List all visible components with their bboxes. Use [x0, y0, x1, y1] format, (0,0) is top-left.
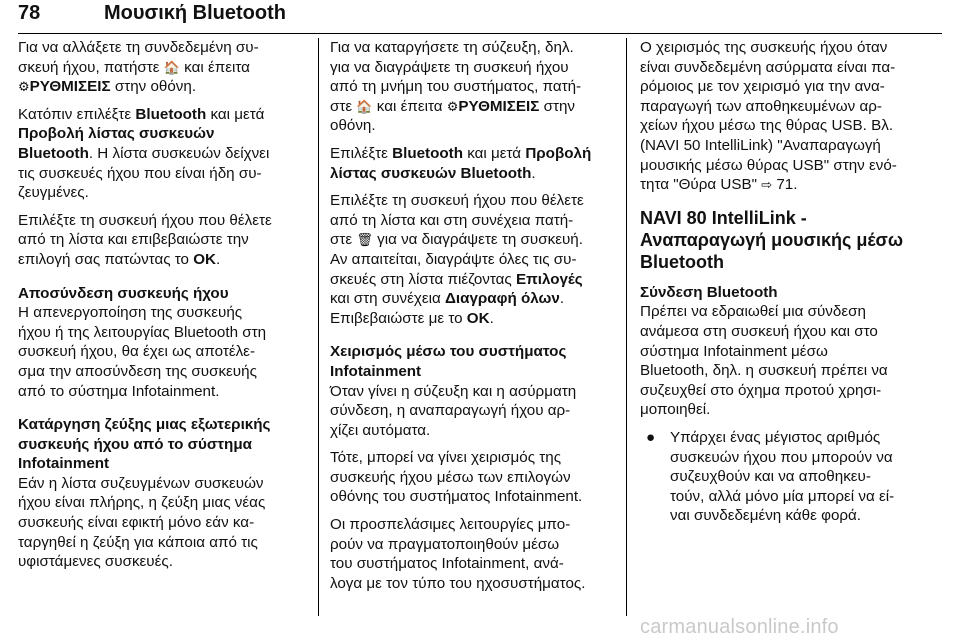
- section-heading: Χειρισμός μέσω του συστήματος Infotainment: [330, 343, 567, 380]
- device-list-label: Προβολή λίστας συσκευών Bluetooth: [18, 125, 215, 162]
- gear-icon: ⚙: [446, 98, 459, 114]
- page-title: Μουσική Bluetooth: [104, 2, 286, 24]
- paragraph: Η απενεργοποίηση της συσκευής ήχου ή της λειτουργίας Bluetooth στη συσκευή ήχου, θα έχει ως αποτέλε- σμα την αποσύνδεση της συσκευής από το σύστημα Infotainment.: [18, 304, 267, 400]
- page-reference[interactable]: 71: [776, 176, 794, 194]
- paragraph: Επιλέξτε Bluetooth και μετά Προβολή λίστας συσκευών Bluetooth.: [330, 144, 592, 182]
- section-title: NAVI 80 IntelliLink - Αναπαραγωγή μουσικής μέσω Bluetooth: [640, 207, 904, 272]
- paragraph: Τότε, μπορεί να γίνει χειρισμός της συσκευής ήχου μέσω των επιλογών οθόνης του συστήματος Infotainment.: [330, 449, 583, 506]
- bullet-icon: ●: [646, 428, 656, 446]
- bluetooth-label: Bluetooth: [392, 144, 463, 162]
- delete-all-label: Διαγραφή όλων: [444, 290, 560, 308]
- column-divider: [318, 38, 319, 616]
- column-3: [640, 38, 942, 534]
- paragraph: Πρέπει να εδραιωθεί μια σύνδεση ανάμεσα στη συσκευή ήχου και στο σύστημα Infotainment μέσω Bluetooth, δηλ. η συσκευή πρέπει να συζευχθεί στο όχημα προτού χρησι- μοποιηθεί.: [640, 303, 888, 419]
- watermark: carmanualsonline.info: [640, 616, 839, 638]
- section-heading: Αποσύνδεση συσκευής ήχου: [18, 284, 229, 302]
- arrow-right-icon: ⇨: [761, 177, 773, 193]
- paragraph: Εάν η λίστα συζευγμένων συσκευών ήχου είναι πλήρης, η ζεύξη μιας νέας συσκευής είναι εφικτή μόνο εάν κα- ταργηθεί η ζεύξη για κάποια από τις υφιστάμενες συσκευές.: [18, 474, 266, 571]
- bluetooth-label: Bluetooth: [135, 105, 207, 123]
- paragraph: Επιλέξτε τη συσκευή ήχου που θέλετε από τη λίστα και στη συνέχεια πατή- στε 🗑 για να διαγράψετε τη συσκευή. Αν απαιτείται, διαγράψτε όλες τις συ- σκευές στη λίστα πιέζοντας Επιλογές και στη συνέχεια Διαγραφή όλων. Επιβεβαιώστε με το OK.: [330, 192, 584, 327]
- paragraph: Επιλέξτε τη συσκευή ήχου που θέλετε από τη λίστα και επιβεβαιώστε την επιλογή σας πατώντας το OK.: [18, 211, 272, 268]
- paragraph: Οι προσπελάσιμες λειτουργίες μπο- ρούν να πραγματοποιηθούν μέσω του συστήματος Infotainment, ανά- λογα με τον τύπο του ηχοσυστήματος.: [330, 516, 586, 592]
- device-list-label: Προβολή λίστας συσκευών Bluetooth: [330, 144, 592, 182]
- trash-icon: 🗑: [356, 232, 373, 248]
- settings-label: ΡΥΘΜΙΣΕΙΣ: [458, 97, 540, 115]
- gear-icon: ⚙: [18, 79, 30, 95]
- column-2: [330, 38, 630, 601]
- page-number: 78: [18, 2, 41, 24]
- list-item-text: Υπάρχει ένας μέγιστος αριθμός συσκευών ήχου που μπορούν να συζευχθούν και να αποθηκευ- τούν, αλλά μόνο μία μπορεί να εί- ναι συνδεδεμένη κάθε φορά.: [670, 428, 895, 525]
- page-header: [18, 2, 286, 32]
- paragraph: Κατόπιν επιλέξτε Bluetooth και μετά Προβολή λίστας συσκευών Bluetooth. Η λίστα συσκευών δείχνει τις συσκευές ήχου που είναι ήδη συ- ζευγμένες.: [18, 105, 270, 202]
- column-1: [18, 38, 318, 580]
- section-heading: Σύνδεση Bluetooth: [640, 283, 778, 301]
- list-item: [640, 428, 942, 534]
- settings-label: ΡΥΘΜΙΣΕΙΣ: [29, 78, 111, 96]
- home-icon: 🏠: [163, 59, 180, 75]
- paragraph: Για να αλλάξετε τη συνδεδεμένη συ- σκευή ήχου, πατήστε 🏠 και έπειτα ⚙ΡΥΘΜΙΣΕΙΣ στην οθόνη.: [18, 39, 259, 96]
- section-heading: Κατάργηση ζεύξης μιας εξωτερικής συσκευής ήχου από το σύστημα Infotainment: [18, 416, 271, 473]
- paragraph: Όταν γίνει η σύζευξη και η ασύρματη σύνδεση, η αναπαραγωγή ήχου αρ- χίζει αυτόματα.: [330, 382, 577, 439]
- home-icon: 🏠: [356, 98, 373, 114]
- ok-label: OK: [466, 309, 490, 327]
- ok-label: OK: [193, 250, 217, 268]
- paragraph: Για να καταργήσετε τη σύζευξη, δηλ. για να διαγράψετε τη συσκευή ήχου από τη μνήμη του συστήματος, πατή- στε 🏠 και έπειτα ⚙ΡΥΘΜΙΣΕΙΣ στην οθόνη.: [330, 39, 582, 135]
- options-label: Επιλογές: [515, 270, 583, 288]
- header-rule: [18, 33, 942, 34]
- paragraph: Ο χειρισμός της συσκευής ήχου όταν είναι συνδεδεμένη ασύρματα είναι πα- ρόμοιος με τον χειρισμό για την ανα- παραγωγή των αποθηκευμένων αρ- χείων ήχου μέσω της θύρας USB. Βλ. (NAVI 50 IntelliLink) "Αναπαραγωγή μουσικής μέσω θύρας USB" στην ενό- τητα "Θύρα USB" ⇨ 71.: [640, 39, 897, 194]
